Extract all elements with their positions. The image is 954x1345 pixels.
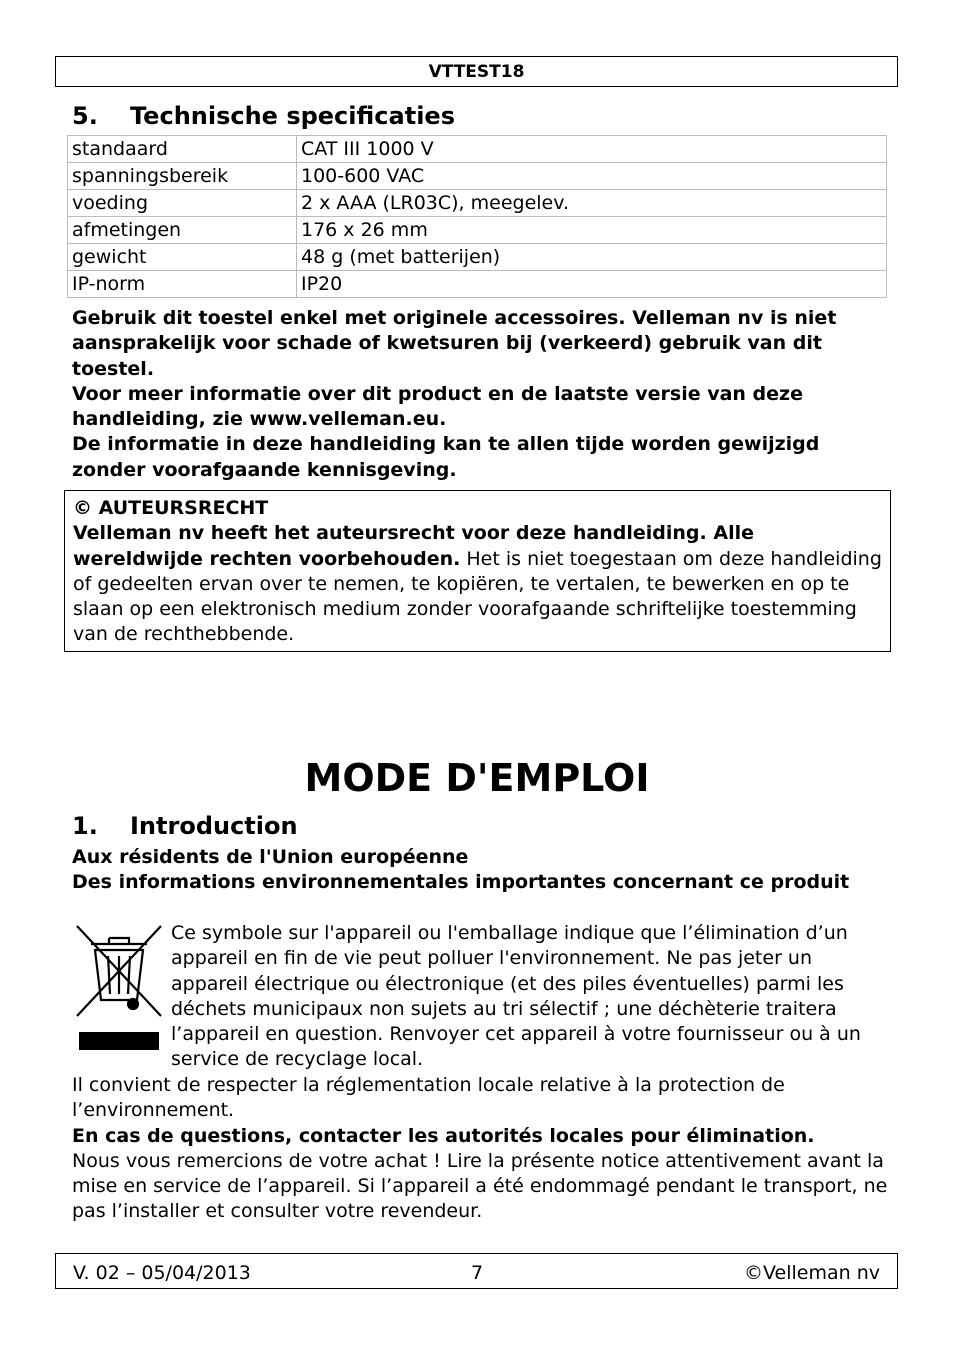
header-model: VTTEST18 — [428, 62, 525, 82]
table-row — [68, 217, 887, 244]
thank-you-text: Nous vous remercions de votre achat ! Lire la présente notice attentivement avant la mise en service de l’appareil. Si l’appareil a été endommagé pendant le transport, ne pas l’installer et consulter votre revendeur. — [72, 1149, 888, 1223]
footer-version: V. 02 – 05/04/2013 — [73, 1262, 251, 1284]
spec-value: IP20 — [297, 271, 887, 298]
note-more-info: Voor meer informatie over dit product en de laatste versie van deze handleiding, zie www.velleman.eu. — [72, 382, 803, 431]
spec-value: 2 x AAA (LR03C), meegelev. — [297, 190, 887, 217]
section-title: Introduction — [130, 812, 298, 840]
copyright-box — [64, 490, 891, 652]
manual-title: MODE D'EMPLOI — [304, 756, 650, 800]
table-row — [68, 163, 887, 190]
copyright-bold-text: Velleman nv heeft het auteursrecht voor deze handleiding. Alle wereldwijde rechten voorbehouden. — [73, 522, 754, 570]
page-footer — [55, 1253, 898, 1289]
spec-value: 48 g (met batterijen) — [297, 244, 887, 271]
page-header — [55, 56, 898, 87]
table-row — [68, 244, 887, 271]
spec-key: afmetingen — [68, 217, 297, 244]
copyright-body-text: Het is niet toegestaan om deze handleiding of gedeelten ervan over te nemen, te kopiëren, te vertalen, te bewerken en op te slaan op een elektronisch medium zonder voorafgaande schriftelijke toestemming van de rechthebbende. — [73, 547, 882, 646]
section-title: Technische specificaties — [130, 102, 455, 130]
spec-key: gewicht — [68, 244, 297, 271]
table-row — [68, 271, 887, 298]
note-changes: De informatie in deze handleiding kan te allen tijde worden gewijzigd zonder voorafgaande kennisgeving. — [72, 433, 820, 481]
spec-value: 176 x 26 mm — [297, 217, 887, 244]
local-regulation-text: Il convient de respecter la réglementation locale relative à la protection de l’environnement. — [72, 1074, 785, 1122]
symbol-explanation: Ce symbole sur l'appareil ou l'emballage indique que l’élimination d’un appareil en fin de vie peut polluer l'environnement. Ne pas jeter un appareil électrique ou électronique (et des piles éventuelles) parmi les déchets municipaux non sujets au tri sélectif ; une déchèterie traitera l’appareil en question. Renvoyer cet appareil à votre fournisseur ou à un service de recyclage local. — [171, 922, 861, 1071]
section-heading-introduction — [72, 812, 298, 840]
spec-key: spanningsbereik — [68, 163, 297, 190]
footer-page-number: 7 — [471, 1262, 484, 1284]
subheading-eu-residents: Aux résidents de l'Union européenne — [72, 846, 469, 868]
intro-subheadings — [72, 845, 892, 896]
specs-table — [67, 135, 887, 298]
section-number: 5. — [72, 102, 98, 130]
spec-value: CAT III 1000 V — [297, 136, 887, 163]
section-heading-technical-specs — [72, 102, 455, 130]
table-row — [68, 136, 887, 163]
note-usage: Gebruik dit toestel enkel met originele accessoires. Velleman nv is niet aansprakelijk voor schade of kwetsuren bij (verkeerd) gebruik van dit toestel. — [72, 307, 837, 380]
table-row — [68, 190, 887, 217]
footer-company: ©Velleman nv — [744, 1262, 880, 1284]
copyright-heading: © AUTEURSRECHT — [73, 497, 269, 519]
intro-body — [72, 1073, 892, 1225]
spec-key: IP-norm — [68, 271, 297, 298]
spec-value: 100-600 VAC — [297, 163, 887, 190]
spec-key: voeding — [68, 190, 297, 217]
subheading-environmental-info: Des informations environnementales importantes concernant ce produit — [72, 871, 850, 894]
spec-notes — [72, 306, 882, 483]
section-number: 1. — [72, 812, 98, 840]
crossed-out-wheelie-bin-icon — [73, 922, 165, 1054]
questions-text: En cas de questions, contacter les autorités locales pour élimination. — [72, 1124, 815, 1147]
spec-key: standaard — [68, 136, 297, 163]
copyright-text — [73, 521, 882, 647]
